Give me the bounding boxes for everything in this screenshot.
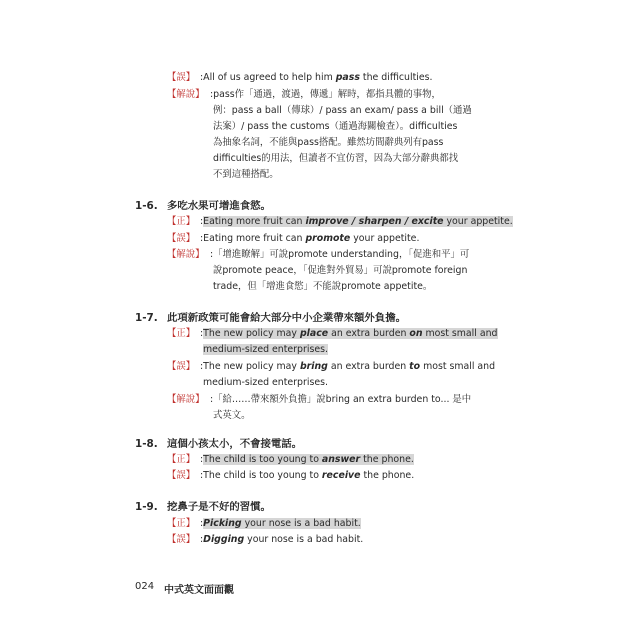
right-sentence: :Picking your nose is a bad habit. [200, 518, 361, 529]
wrong-sentence: :Eating more fruit can promote your appetite. [200, 233, 420, 244]
right-label: 【正】 [167, 518, 196, 529]
wrong-label: 【誤】 [167, 72, 196, 83]
wrong-sentence-cont: medium-sized enterprises. [203, 377, 328, 388]
right-label: 【正】 [167, 216, 196, 227]
entry-number: 1-8. [135, 438, 158, 450]
wrong-sentence: :The new policy may bring an extra burden to most small and [200, 361, 496, 372]
explain-line: 說promote peace，「促進對外貿易」可說promote foreign [213, 265, 468, 276]
right-sentence-cont: medium-sized enterprises. [203, 344, 328, 355]
explain-line: 式英文。 [213, 410, 251, 421]
wrong-sentence: :All of us agreed to help him pass the difficulties. [200, 72, 433, 83]
right-sentence: :The child is too young to answer the phone. [200, 454, 414, 465]
explain-line: :「給……帶來額外負擔」說bring an extra burden to... 是中 [210, 394, 472, 405]
book-title: 中式英文面面觀 [164, 585, 234, 596]
wrong-sentence: :Digging your nose is a bad habit. [200, 534, 364, 545]
entry-title: 多吃水果可增進食慾。 [167, 200, 271, 212]
wrong-label: 【誤】 [167, 534, 196, 545]
wrong-label: 【誤】 [167, 470, 196, 481]
wrong-label: 【誤】 [167, 361, 196, 372]
entry-number: 1-6. [135, 200, 158, 212]
wrong-sentence: :The child is too young to receive the phone. [200, 470, 415, 481]
entry-title: 這個小孩太小，不會接電話。 [167, 438, 303, 450]
explain-label: 【解說】 [167, 249, 205, 260]
entry-title: 挖鼻子是不好的習慣。 [167, 501, 271, 513]
explain-line: 例：pass a ball（傳球）/ pass an exam/ pass a bill（通過 [213, 105, 472, 116]
entry-number: 1-9. [135, 501, 158, 513]
right-label: 【正】 [167, 454, 196, 465]
page-number: 024 [135, 581, 155, 592]
explain-line: :「增進瞭解」可說promote understanding，「促進和平」可 [210, 249, 470, 260]
right-label: 【正】 [167, 328, 196, 339]
right-sentence: :The new policy may place an extra burden on most small and [200, 328, 498, 339]
explain-line: 法案）/ pass the customs（通過海關檢查）。difficulties [213, 121, 458, 132]
explain-line: :pass作「通過，渡過，傳遞」解時，都指具體的事物， [210, 89, 441, 100]
entry-number: 1-7. [135, 312, 158, 324]
explain-line: trade，但「增進食慾」不能說promote appetite。 [213, 281, 433, 292]
wrong-label: 【誤】 [167, 233, 196, 244]
entry-title: 此項新政策可能會給大部分中小企業帶來額外負擔。 [167, 312, 406, 324]
explain-line: difficulties的用法，但讀者不宜仿習，因為大部分辭典都找 [213, 153, 459, 164]
explain-label: 【解說】 [167, 394, 205, 405]
explain-label: 【解說】 [167, 89, 205, 100]
explain-line: 不到這種搭配。 [213, 169, 279, 180]
right-sentence: :Eating more fruit can improve / sharpen / excite your appetite. [200, 216, 513, 227]
explain-line: 為抽象名詞，不能與pass搭配。雖然坊間辭典列有pass [213, 137, 444, 148]
